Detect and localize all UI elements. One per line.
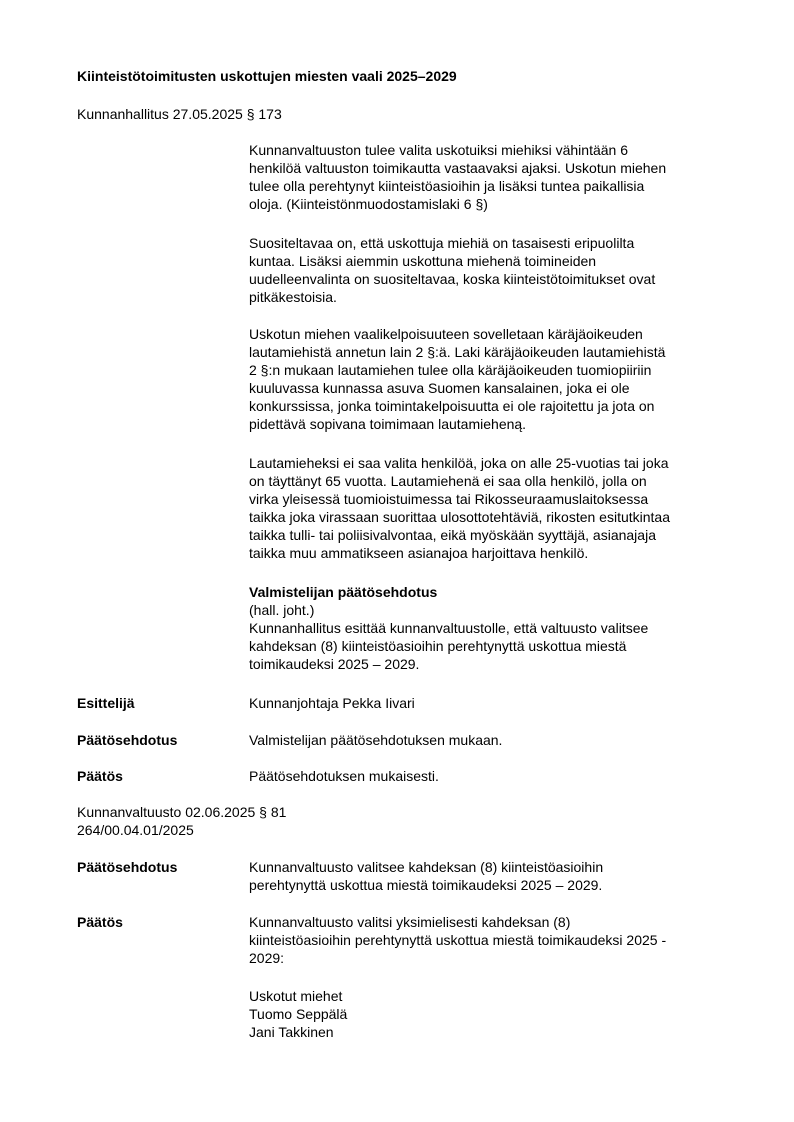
proposal-line: (hall. joht.) (249, 602, 315, 618)
kv-ref-line: Kunnanvaltuusto 02.06.2025 § 81 (77, 804, 287, 820)
paragraph-line: kuntaa. Lisäksi aiemmin uskottuna miehenä toimineiden (249, 253, 597, 269)
paragraph-line: tulee olla perehtynyt kiinteistöasioihin ja lisäksi tuntea paikallisia (249, 178, 645, 194)
kh-meeting-reference: Kunnanhallitus 27.05.2025 § 173 (77, 106, 282, 122)
trustee-name: Jani Takkinen (249, 1024, 334, 1040)
paragraph-line: taikka tulli- tai poliisivalvontaa, eikä myöskään syyttäjä, asianajaja (249, 527, 656, 543)
esittelija-value: Kunnanjohtaja Pekka Iivari (249, 695, 415, 711)
paragraph-line: virka yleisessä tuomioistuimessa tai Rikosseuraamuslaitoksessa (249, 491, 649, 507)
kv-meeting-reference (77, 803, 286, 839)
proposal-heading: Valmistelijan päätösehdotus (249, 584, 438, 600)
kv-paatos-line: kiinteistöasioihin perehtynyttä uskottua miestä toimikaudeksi 2025 - (249, 932, 667, 948)
paragraph-line: Lautamieheksi ei saa valita henkilöä, joka on alle 25-vuotias tai joka (249, 455, 669, 471)
paragraph-line: lautamiehistä annetun lain 2 §:ä. Laki käräjäoikeuden lautamiehistä (249, 344, 666, 360)
kv-paatos-line: 2029: (249, 950, 285, 966)
kv-paatos-label: Päätös (77, 914, 123, 930)
paragraph-line: kuuluvassa kunnassa asuva Suomen kansalainen, joka ei ole (249, 380, 630, 396)
paragraph-line: pitkäkestoisia. (249, 289, 337, 305)
diary-number: 264/00.04.01/2025 (77, 822, 194, 838)
kv-ehdotus-line: perehtynyttä uskottua miestä toimikaudeksi 2025 – 2029. (249, 877, 603, 893)
paragraph-line: taikka joka virassaan suorittaa ulosottotehtäviä, rikosten esitutkintaa (249, 509, 671, 525)
paragraph-line: henkilöä valtuuston toimikautta vastaavaksi ajaksi. Uskotun miehen (249, 160, 667, 176)
paragraph-line: konkurssissa, jonka toimintakelpoisuutta ei ole rajoitettu ja jota on (249, 398, 655, 414)
paragraph-4 (249, 454, 739, 562)
paragraph-line: taikka muu ammatikseen asianajoa harjoittava henkilö. (249, 545, 589, 561)
paragraph-line: 2 §:n mukaan lautamiehen tulee olla käräjäoikeuden tuomiopiiriin (249, 362, 652, 378)
paragraph-3 (249, 325, 739, 433)
kv-paatos-value (249, 913, 739, 967)
kh-paatos-value: Päätösehdotuksen mukaisesti. (249, 768, 439, 784)
kv-ehdotus-line: Kunnanvaltuusto valitsee kahdeksan (8) kiinteistöasioihin (249, 859, 604, 875)
paragraph-line: pidettävä sopivana toimimaan lautamieheną. (249, 416, 527, 432)
esittelija-label: Esittelijä (77, 695, 135, 711)
proposal-line: Kunnanhallitus esittää kunnanvaltuustolle, että valtuusto valitsee (249, 620, 649, 636)
paragraph-1 (249, 141, 739, 213)
paragraph-2 (249, 234, 739, 306)
paragraph-line: oloja. (Kiinteistönmuodostamislaki 6 §) (249, 196, 488, 212)
proposal-line: kahdeksan (8) kiinteistöasioihin perehtynyttä uskottua miestä (249, 638, 627, 654)
trustees-list (249, 987, 739, 1041)
kv-paatos-line: Kunnanvaltuusto valitsi yksimielisesti kahdeksan (8) (249, 914, 571, 930)
kv-ehdotus-label: Päätösehdotus (77, 859, 178, 875)
kh-ehdotus-label: Päätösehdotus (77, 732, 178, 748)
trustees-heading: Uskotut miehet (249, 988, 343, 1004)
trustee-name: Tuomo Seppälä (249, 1006, 348, 1022)
kh-ehdotus-value: Valmistelijan päätösehdotuksen mukaan. (249, 732, 503, 748)
proposal-section (249, 583, 739, 673)
document-title: Kiinteistötoimitusten uskottujen miesten vaali 2025–2029 (77, 68, 457, 84)
proposal-line: toimikaudeksi 2025 – 2029. (249, 656, 420, 672)
paragraph-line: Kunnanvaltuuston tulee valita uskotuiksi miehiksi vähintään 6 (249, 142, 629, 158)
paragraph-line: Suositeltavaa on, että uskottuja miehiä on tasaisesti eripuolilta (249, 235, 635, 251)
kh-paatos-label: Päätös (77, 768, 123, 784)
paragraph-line: Uskotun miehen vaalikelpoisuuteen sovelletaan käräjäoikeuden (249, 326, 643, 342)
kv-ehdotus-value (249, 858, 739, 894)
paragraph-line: on täyttänyt 65 vuotta. Lautamiehenä ei saa olla henkilö, jolla on (249, 473, 647, 489)
paragraph-line: uudelleenvalinta on suositeltavaa, koska kiinteistötoimitukset ovat (249, 271, 656, 287)
